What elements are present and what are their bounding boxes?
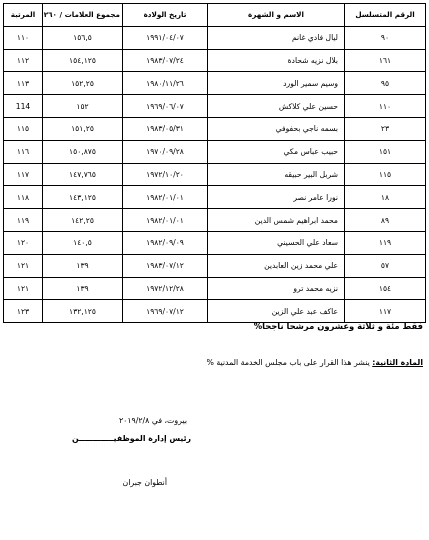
table-row (4, 49, 426, 72)
article-label: المادة الثانية: (372, 358, 423, 367)
cell-name: نزيه محمد ترو (208, 277, 345, 300)
cell-dob: ١٩٨٣/٠٧/٢٤ (123, 49, 208, 72)
table-header-row (4, 4, 426, 27)
results-table (3, 3, 426, 323)
table-row (4, 163, 426, 186)
table-row (4, 300, 426, 323)
signatory-title: رئيس إدارة الموظفيـــــــــــــن (71, 434, 191, 443)
cell-dob: ١٩٨٢/٠٩/٠٩ (123, 231, 208, 254)
cell-marks: ١٣٩ (43, 277, 123, 300)
cell-dob: ١٩٦٩/٠٦/٠٧ (123, 95, 208, 118)
signatory-name: أنطوان جبران (122, 478, 167, 487)
cell-rank: ١١٢ (4, 49, 43, 72)
cell-dob: ١٩٧٠/٠٩/٢٨ (123, 140, 208, 163)
cell-rank: ١١٧ (4, 163, 43, 186)
cell-dob: ١٩٨٣/٠٧/١٢ (123, 254, 208, 277)
article-two (206, 358, 423, 367)
cell-rank: ١١٦ (4, 140, 43, 163)
cell-serial: ٨٩ (345, 209, 426, 232)
cell-marks: ١٥١,٢٥ (43, 117, 123, 140)
cell-rank: 114 (4, 95, 43, 118)
cell-marks: ١٥٢,٢٥ (43, 72, 123, 95)
cell-marks: ١٤٣,١٢٥ (43, 186, 123, 209)
table-row (4, 26, 426, 49)
header-dob: تاريخ الولادة (123, 4, 208, 27)
cell-serial: ١٥١ (345, 140, 426, 163)
cell-dob: ١٩٨٣/٠٥/٣١ (123, 117, 208, 140)
cell-rank: ١٢٣ (4, 300, 43, 323)
cell-name: ليال فادي غانم (208, 26, 345, 49)
table-row (4, 95, 426, 118)
cell-serial: ١١٩ (345, 231, 426, 254)
cell-serial: ١١٧ (345, 300, 426, 323)
table-row (4, 254, 426, 277)
cell-rank: ١١٣ (4, 72, 43, 95)
cell-dob: ١٩٧٢/١٢/٢٨ (123, 277, 208, 300)
cell-marks: ١٥٦,٥ (43, 26, 123, 49)
table-body (4, 26, 426, 322)
cell-rank: ١٢١ (4, 254, 43, 277)
cell-dob: ١٩٨٠/١١/٢٦ (123, 72, 208, 95)
table-row (4, 186, 426, 209)
cell-name: عاكف عبد علي الزين (208, 300, 345, 323)
cell-name: شربل البير حبيقه (208, 163, 345, 186)
cell-name: حسين علي كلاكش (208, 95, 345, 118)
cell-rank: ١٢٠ (4, 231, 43, 254)
cell-name: بسمه ناجي بحفوفي (208, 117, 345, 140)
header-rank: المرتبة (4, 4, 43, 27)
cell-marks: ١٣٢,١٢٥ (43, 300, 123, 323)
header-name: الاسم و الشهرة (208, 4, 345, 27)
cell-dob: ١٩٨٢/٠١/٠١ (123, 209, 208, 232)
cell-marks: ١٥٤,١٢٥ (43, 49, 123, 72)
cell-serial: ١٦١ (345, 49, 426, 72)
cell-serial: ٩٥ (345, 72, 426, 95)
table-row (4, 277, 426, 300)
cell-dob: ١٩٩١/٠٤/٠٧ (123, 26, 208, 49)
header-marks: مجموع العلامات / ٢٦٠ (43, 4, 123, 27)
cell-rank: ١١٩ (4, 209, 43, 232)
cell-marks: ١٥٢ (43, 95, 123, 118)
cell-name: محمد ابراهيم شمس الدين (208, 209, 345, 232)
summary-line: فقط مئة و ثلاثة وعشرون مرشحا ناجحا% (253, 321, 423, 331)
cell-rank: ١١٠ (4, 26, 43, 49)
header-serial: الرقم المتسلسل (345, 4, 426, 27)
place-date: بيروت، في ٢٠١٩/٢/٨ (118, 416, 187, 425)
table-row (4, 72, 426, 95)
cell-serial: ١٥٤ (345, 277, 426, 300)
cell-serial: ٥٧ (345, 254, 426, 277)
cell-name: نورا عامر نصر (208, 186, 345, 209)
cell-name: علي محمد زين العابدين (208, 254, 345, 277)
cell-marks: ١٣٩ (43, 254, 123, 277)
cell-name: سعاد علي الحسيني (208, 231, 345, 254)
cell-dob: ١٩٧٢/١٠/٢٠ (123, 163, 208, 186)
cell-name: حبيب عباس مكي (208, 140, 345, 163)
cell-serial: ١١٠ (345, 95, 426, 118)
table-row (4, 140, 426, 163)
table-row (4, 209, 426, 232)
cell-rank: ١٢١ (4, 277, 43, 300)
cell-marks: ١٤٧,٧٦٥ (43, 163, 123, 186)
cell-name: وسيم سمير الورد (208, 72, 345, 95)
cell-rank: ١١٨ (4, 186, 43, 209)
cell-name: بلال نزيه شحادة (208, 49, 345, 72)
cell-serial: ٩٠ (345, 26, 426, 49)
cell-dob: ١٩٦٩/٠٧/١٢ (123, 300, 208, 323)
table-row (4, 117, 426, 140)
cell-marks: ١٥٠,٨٧٥ (43, 140, 123, 163)
table-row (4, 231, 426, 254)
cell-marks: ١٤٢,٢٥ (43, 209, 123, 232)
cell-serial: ٢٣ (345, 117, 426, 140)
cell-dob: ١٩٨٢/٠١/٠١ (123, 186, 208, 209)
cell-rank: ١١٥ (4, 117, 43, 140)
cell-serial: ١٨ (345, 186, 426, 209)
article-text: ينشر هذا القرار على باب مجلس الخدمة المدنية % (206, 358, 373, 367)
cell-marks: ١٤٠,٥ (43, 231, 123, 254)
cell-serial: ١١٥ (345, 163, 426, 186)
